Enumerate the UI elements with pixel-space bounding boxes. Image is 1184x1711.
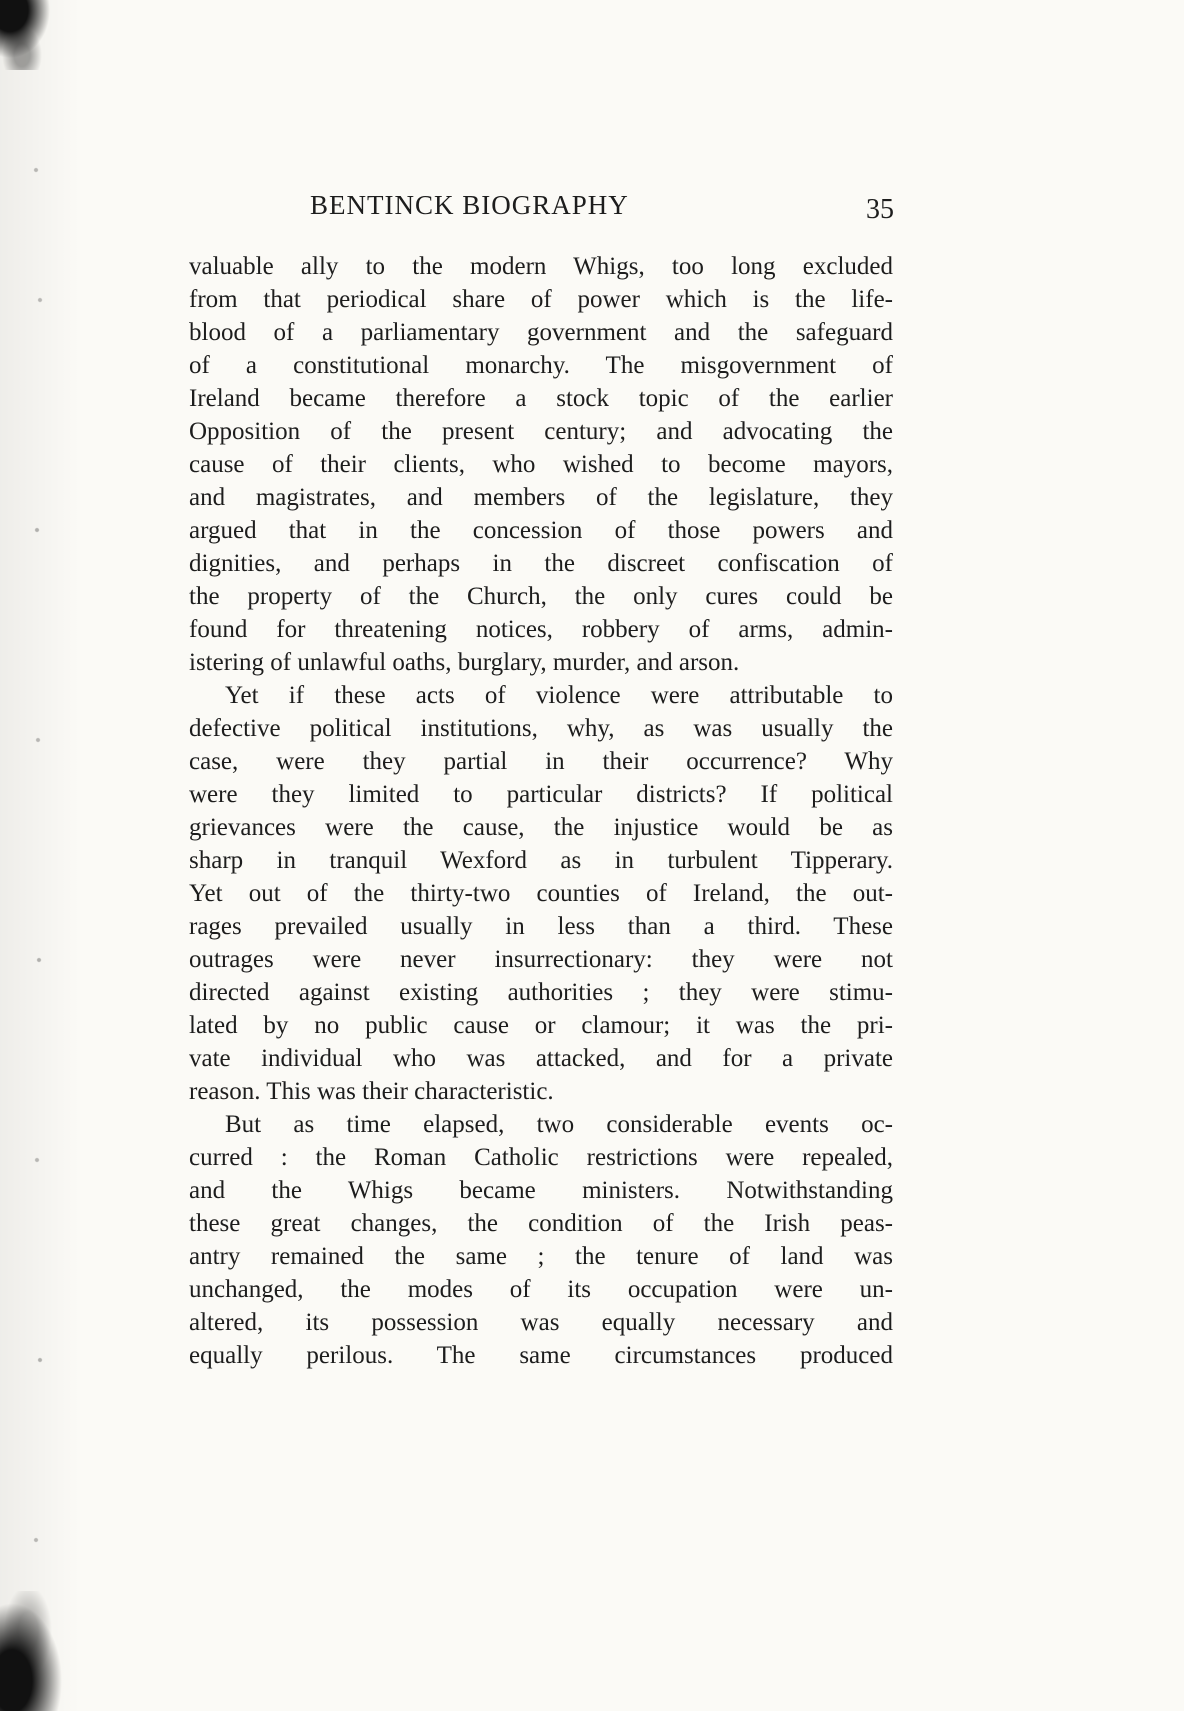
text-line: istering of unlawful oaths, burglary, murder, and arson.: [189, 649, 740, 676]
page-header: [190, 190, 894, 230]
text-line: unchanged, the modes of its occupation were un-: [189, 1276, 893, 1303]
text-line: outrages were never insurrectionary: they were not: [189, 946, 893, 973]
text-line: of a constitutional monarchy. The misgovernment of: [189, 352, 893, 379]
text-line: sharp in tranquil Wexford as in turbulent Tipperary.: [189, 847, 893, 874]
text-line: reason. This was their characteristic.: [189, 1078, 554, 1105]
text-line: and the Whigs became ministers. Notwithstanding: [189, 1177, 893, 1204]
text-line: blood of a parliamentary government and the safeguard: [189, 319, 893, 346]
body-text: [189, 250, 893, 1372]
text-line: valuable ally to the modern Whigs, too long excluded: [189, 253, 893, 280]
text-line: grievances were the cause, the injustice would be as: [189, 814, 893, 841]
page-number: 35: [866, 194, 894, 225]
text-line: these great changes, the condition of the Irish peas-: [189, 1210, 893, 1237]
text-line: lated by no public cause or clamour; it was the pri-: [189, 1012, 893, 1039]
text-line: from that periodical share of power which is the life-: [189, 286, 893, 313]
text-line: curred : the Roman Catholic restrictions were repealed,: [189, 1144, 893, 1171]
text-line: case, were they partial in their occurrence? Why: [189, 748, 893, 775]
scan-smudge-top: [0, 0, 60, 70]
scan-smudge-bottom: [0, 1591, 70, 1711]
text-line: were they limited to particular districts? If political: [189, 781, 893, 808]
paragraph-start: Yet if these acts of violence were attributable to: [225, 682, 893, 709]
text-line: equally perilous. The same circumstances produced: [189, 1342, 893, 1369]
text-line: antry remained the same ; the tenure of land was: [189, 1243, 893, 1270]
running-title: BENTINCK BIOGRAPHY: [310, 190, 629, 220]
text-line: found for threatening notices, robbery of arms, admin-: [189, 616, 893, 643]
scan-speckles: [28, 120, 52, 1600]
text-line: Ireland became therefore a stock topic of the earlier: [189, 385, 893, 412]
text-line: the property of the Church, the only cures could be: [189, 583, 893, 610]
text-line: cause of their clients, who wished to become mayors,: [189, 451, 893, 478]
text-line: rages prevailed usually in less than a third. These: [189, 913, 893, 940]
text-line: argued that in the concession of those powers and: [189, 517, 893, 544]
text-line: Opposition of the present century; and advocating the: [189, 418, 893, 445]
text-line: defective political institutions, why, as was usually the: [189, 715, 893, 742]
text-line: Yet out of the thirty-two counties of Ireland, the out-: [189, 880, 893, 907]
text-line: altered, its possession was equally necessary and: [189, 1309, 893, 1336]
text-line: and magistrates, and members of the legislature, they: [189, 484, 893, 511]
text-line: dignities, and perhaps in the discreet confiscation of: [189, 550, 893, 577]
paragraph-start: But as time elapsed, two considerable events oc-: [225, 1111, 893, 1138]
text-line: vate individual who was attacked, and for a private: [189, 1045, 893, 1072]
text-line: directed against existing authorities ; they were stimu-: [189, 979, 893, 1006]
